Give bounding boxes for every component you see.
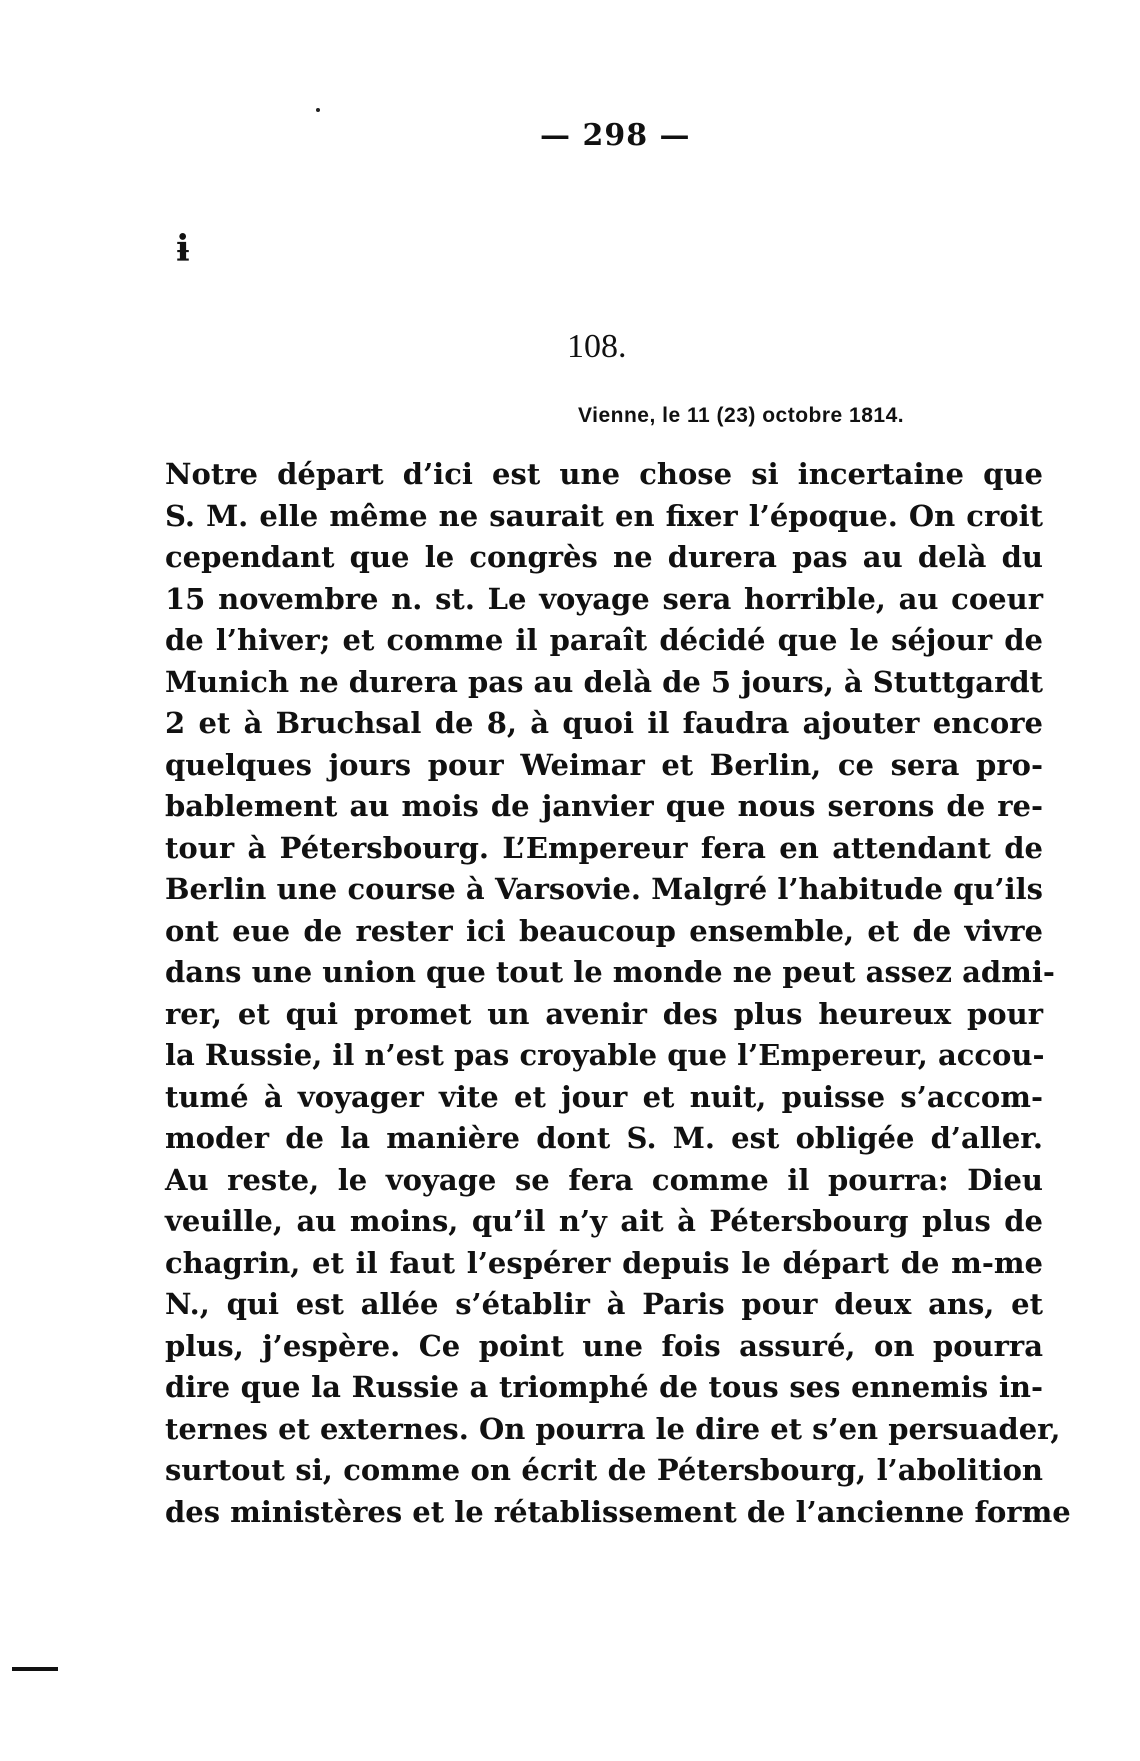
text-line: des ministères et le rétablissement de l’ancienne forme: [165, 1494, 1071, 1529]
letter-number: 108.: [567, 328, 627, 365]
ink-speck: [316, 108, 320, 112]
text-line: ternes et externes. On pourra le dire et s’en persuader,: [165, 1411, 1061, 1446]
text-line: cependant que le congrès ne durera pas au delà du: [165, 540, 1043, 574]
letter-dateline: Vienne, le 11 (23) octobre 1814.: [578, 404, 905, 427]
text-line: dans une union que tout le monde ne peut assez admi-: [165, 955, 1055, 989]
text-line: 2 et à Bruchsal de 8, à quoi il faudra ajouter encore: [165, 706, 1043, 740]
text-line: plus, j’espère. Ce point une fois assuré, on pourra: [165, 1328, 1043, 1363]
text-line: Munich ne durera pas au delà de 5 jours, à Stuttgardt: [165, 664, 1044, 699]
text-line: la Russie, il n’est pas croyable que l’Empereur, accou-: [165, 1038, 1045, 1072]
text-line: dire que la Russie a triomphé de tous ses ennemis in-: [165, 1370, 1043, 1404]
text-line: veuille, au moins, qu’il n’y ait à Pétersbourg plus de: [165, 1204, 1043, 1238]
text-line: quelques jours pour Weimar et Berlin, ce sera pro-: [165, 747, 1043, 782]
text-line: 15 novembre n. st. Le voyage sera horrible, au coeur: [165, 581, 1043, 616]
text-line: tour à Pétersbourg. L’Empereur fera en attendant de: [165, 830, 1043, 865]
letter-body: [165, 454, 1071, 1533]
text-line: moder de la manière dont S. M. est obligée d’aller.: [165, 1121, 1043, 1155]
text-line: surtout si, comme on écrit de Pétersbourg, l’abolition: [165, 1453, 1043, 1487]
text-line: de l’hiver; et comme il paraît décidé que le séjour de: [165, 623, 1043, 657]
margin-rule: [12, 1667, 58, 1671]
text-line: tumé à voyager vite et jour et nuit, puisse s’accom-: [165, 1079, 1043, 1114]
text-line: ont eue de rester ici beaucoup ensemble, et de vivre: [165, 913, 1043, 948]
text-line: bablement au mois de janvier que nous serons de re-: [165, 789, 1043, 823]
page-number: — 298 —: [540, 118, 691, 153]
text-line: S. M. elle même ne saurait en fixer l’époque. On croit: [165, 498, 1043, 533]
text-line: chagrin, et il faut l’espérer depuis le départ de m-me: [165, 1245, 1043, 1280]
text-line: rer, et qui promet un avenir des plus heureux pour: [165, 996, 1043, 1031]
margin-mark: ɨ: [176, 228, 190, 270]
text-line: Berlin une course à Varsovie. Malgré l’habitude qu’ils: [165, 872, 1043, 906]
text-line: N., qui est allée s’établir à Paris pour deux ans, et: [165, 1287, 1043, 1321]
text-line: Au reste, le voyage se fera comme il pourra: Dieu: [165, 1162, 1043, 1197]
text-line: Notre départ d’ici est une chose si incertaine que: [165, 457, 1043, 491]
